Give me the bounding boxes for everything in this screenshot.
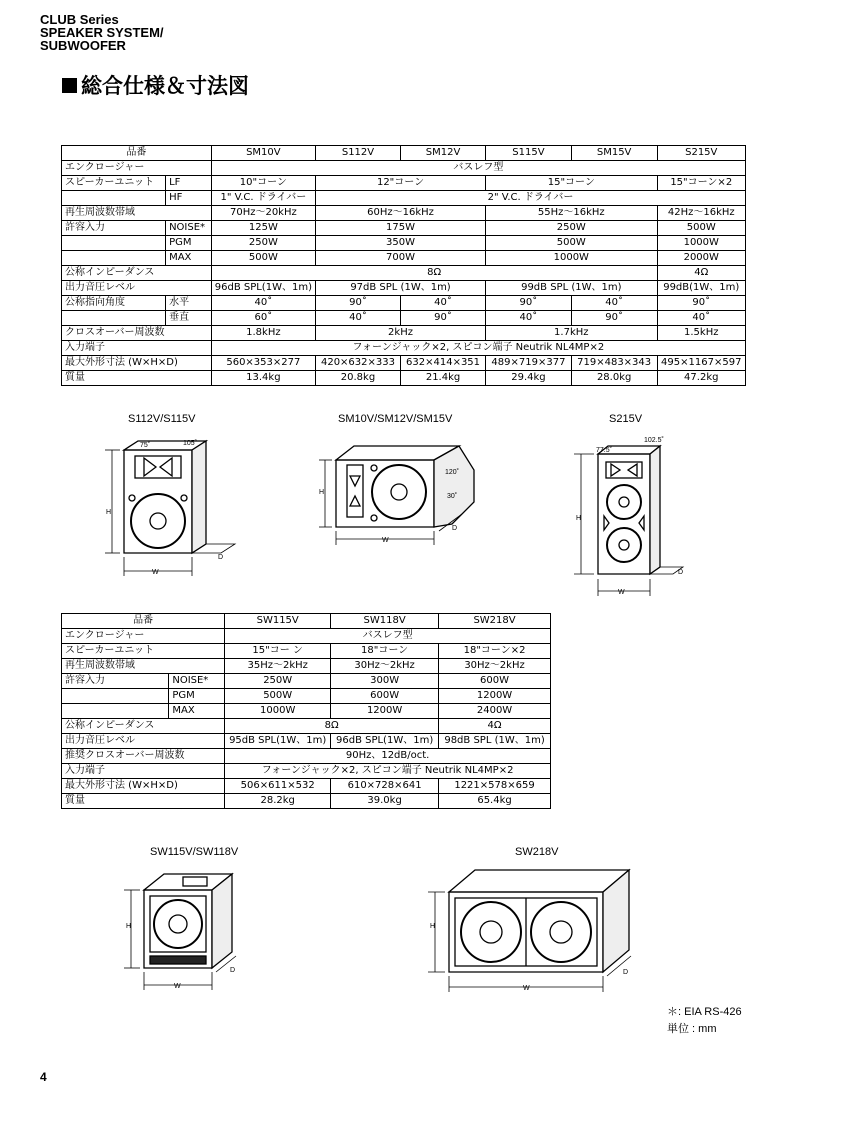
table-row: 質量 13.4kg 20.8kg 21.4kg 29.4kg 28.0kg 47.2kg [62,371,746,386]
label-d: D [623,969,629,976]
page-title-text: 総合仕様＆寸法図 [81,74,249,98]
table-row: 出力音圧レベル 95dB SPL(1W、1m) 96dB SPL(1W、1m) 98dB SPL (1W、1m) [62,734,551,749]
table-row: 品番 SW115V SW118V SW218V [62,614,551,629]
label-w: W [152,569,159,576]
drawing-s215v [568,434,698,599]
label-h: H [576,515,582,522]
table-row: クロスオーバー周波数 1.8kHz 2kHz 1.7kHz 1.5kHz [62,326,746,341]
table-row: 公称インピーダンス 8Ω 4Ω [62,719,551,734]
label-d: D [230,967,236,974]
label-h: H [126,923,132,930]
label-w: W [382,537,389,544]
label-d: D [452,525,458,532]
spec-table-speakers [61,145,746,386]
angle-30: 30˚ [447,493,458,500]
table-row: エンクロージャー バスレフ型 [62,161,746,176]
label-d: D [218,554,224,561]
caption-sw218v: SW218V [515,846,559,858]
angle-77-5: 77.5˚ [596,447,612,454]
page-number: 4 [40,1070,47,1084]
spec-table-subwoofers [61,613,551,809]
drawing-sm-series [314,442,484,547]
label-h: H [430,923,436,930]
angle-102-5: 102.5˚ [644,437,664,444]
square-bullet-icon [62,78,77,93]
table-row: MAX 500W 700W 1000W 2000W [62,251,746,266]
caption-sm-series: SM10V/SM12V/SM15V [338,413,453,425]
table-row: 垂直 60˚ 40˚ 90˚ 40˚ 90˚ 40˚ [62,311,746,326]
table-row: HF 1" V.C. ドライバー 2" V.C. ドライバー [62,191,746,206]
page-title [62,70,249,100]
label-h: H [106,509,112,516]
label-h: H [319,489,325,496]
drawing-sw115v-sw118v [120,868,250,993]
series-heading [40,13,164,52]
label-w: W [618,589,625,596]
table-row: スピーカーユニット LF 10"コーン 12"コーン 15"コーン 15"コーン×2 [62,176,746,191]
table-row: 品番 SM10V S112V SM12V S115V SM15V S215V [62,146,746,161]
series-line-2: SPEAKER SYSTEM/ [40,25,164,40]
table-row: 出力音圧レベル 96dB SPL(1W、1m) 97dB SPL (1W、1m) 99dB SPL (1W、1m) 99dB(1W、1m) [62,281,746,296]
table-row: 再生周波数帯域 35Hz～2kHz 30Hz～2kHz 30Hz～2kHz [62,659,551,674]
angle-105: 105˚ [183,440,198,447]
table-row: スピーカーユニット 15"コー ン 18"コーン 18"コーン×2 [62,644,551,659]
table-row: PGM 250W 350W 500W 1000W [62,236,746,251]
table-row: 最大外形寸法 (W×H×D) 506×611×532 610×728×641 1221×578×659 [62,779,551,794]
angle-120: 120˚ [445,469,460,476]
table-row: 入力端子 フォーンジャック×2, スピコン端子 Neutrik NL4MP×2 [62,764,551,779]
footnote-unit: 単位 : mm [667,1023,717,1035]
table-row: MAX 1000W 1200W 2400W [62,704,551,719]
table-row: 再生周波数帯域 70Hz～20kHz 60Hz～16kHz 55Hz～16kHz 42Hz～16kHz [62,206,746,221]
table-row: 質量 28.2kg 39.0kg 65.4kg [62,794,551,809]
label-w: W [174,983,181,990]
table-row: PGM 500W 600W 1200W [62,689,551,704]
caption-sw115v-sw118v: SW115V/SW118V [150,846,239,858]
series-line-1: CLUB Series [40,12,119,27]
angle-75: 75˚ [140,442,151,449]
label-d: D [678,569,684,576]
drawing-s112v-s115v [100,436,250,581]
footnote-eia: ＊: EIA RS-426 [667,1006,742,1018]
caption-s112v-s115v: S112V/S115V [128,413,196,425]
drawing-sw218v [425,864,645,994]
table-row: 許容入力 NOISE* 250W 300W 600W [62,674,551,689]
caption-s215v: S215V [609,413,643,425]
table-row: エンクロージャー バスレフ型 [62,629,551,644]
table-row: 入力端子 フォーンジャック×2, スピコン端子 Neutrik NL4MP×2 [62,341,746,356]
table-row: 最大外形寸法 (W×H×D) 560×353×277 420×632×333 632×414×351 489×719×377 719×483×343 495×1167×597 [62,356,746,371]
series-line-3: SUBWOOFER [40,38,126,53]
table-row: 推奨クロスオーバー周波数 90Hz、12dB/oct. [62,749,551,764]
label-w: W [523,985,530,992]
table-row: 許容入力 NOISE* 125W 175W 250W 500W [62,221,746,236]
table-row: 公称インピーダンス 8Ω 4Ω [62,266,746,281]
table-row: 公称指向角度 水平 40˚ 90˚ 40˚ 90˚ 40˚ 90˚ [62,296,746,311]
